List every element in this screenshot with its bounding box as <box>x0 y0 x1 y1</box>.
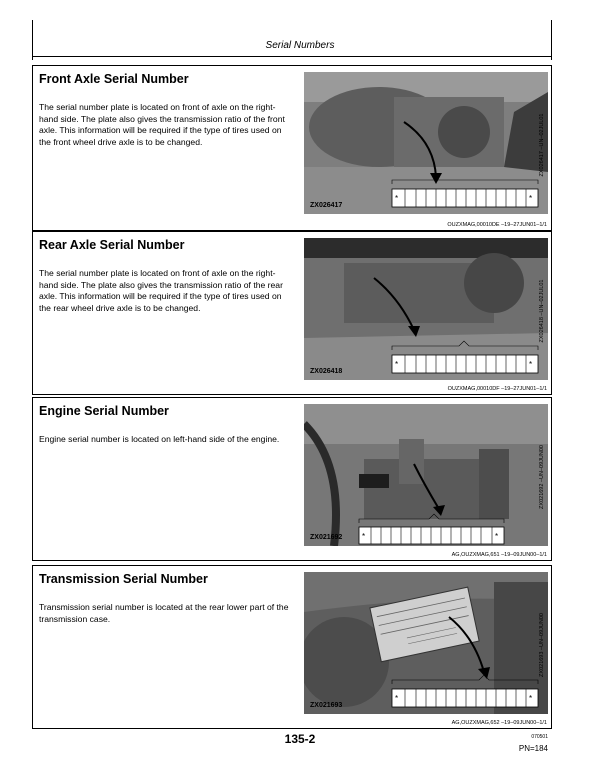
section-ref: AG,OUZXMAG,651 –19–09JUN00–1/1 <box>451 552 547 558</box>
photo-label: ZX021693 <box>310 702 343 709</box>
section-ref: OUZXMAG,00010DE –19–27JUN01–1/1 <box>447 222 547 228</box>
section-body: The serial number plate is located on front of axle on the right-hand side. The plate also gives the transmission ratio of the front axle. This information will be required if the type of tires used on the front wheel drive axle is to be changed. <box>39 102 285 147</box>
section-ref: AG,OUZXMAG,652 –19–09JUN00–1/1 <box>451 720 547 726</box>
svg-text:*: * <box>395 694 399 703</box>
section-engine <box>32 397 552 561</box>
photo-label: ZX026417 <box>310 202 343 209</box>
svg-text:*: * <box>395 194 399 203</box>
photo-code: ZX021692 –UN–09JUN00 <box>539 445 545 509</box>
section-title: Rear Axle Serial Number <box>39 238 185 252</box>
section-title: Transmission Serial Number <box>39 572 208 586</box>
section-ref: OUZXMAG,00010DF –19–27JUN01–1/1 <box>447 386 547 392</box>
section-title: Engine Serial Number <box>39 404 169 418</box>
section-rear-axle <box>32 231 552 395</box>
section-body: Engine serial number is located on left-hand side of the engine. <box>39 434 280 444</box>
section-body: The serial number plate is located on front of axle on the right-hand side. The plate also gives the transmission ratio of the rear axle. This information will be required if the type of tires used on the rear wheel drive axle is to be changed. <box>39 268 283 313</box>
svg-text:*: * <box>495 532 499 541</box>
photo-code: ZX026418 –UN–02JUL01 <box>539 279 545 343</box>
svg-text:*: * <box>395 360 399 369</box>
svg-text:*: * <box>529 194 533 203</box>
header-divider <box>32 56 552 57</box>
footer-pn: PN=184 <box>518 744 548 753</box>
svg-text:*: * <box>529 360 533 369</box>
photo-code: ZX021693 –UN–09JUN00 <box>539 613 545 677</box>
transmission-photo <box>304 572 548 714</box>
section-title: Front Axle Serial Number <box>39 72 189 86</box>
photo-label: ZX021692 <box>310 534 343 541</box>
engine-photo <box>304 404 548 546</box>
rear-axle-photo <box>304 238 548 380</box>
section-transmission <box>32 565 552 729</box>
section-front-axle <box>32 65 552 231</box>
front-axle-photo <box>304 72 548 214</box>
page-header-title: Serial Numbers <box>265 40 335 51</box>
section-body: Transmission serial number is located at the rear lower part of the transmission case. <box>39 602 289 624</box>
footer-date-code: 070501 <box>531 734 548 740</box>
svg-text:*: * <box>362 532 366 541</box>
photo-label: ZX026418 <box>310 368 343 375</box>
photo-code: ZX026417 –UN–02JUL01 <box>539 113 545 177</box>
svg-text:*: * <box>529 694 533 703</box>
page-number: 135-2 <box>284 732 316 746</box>
